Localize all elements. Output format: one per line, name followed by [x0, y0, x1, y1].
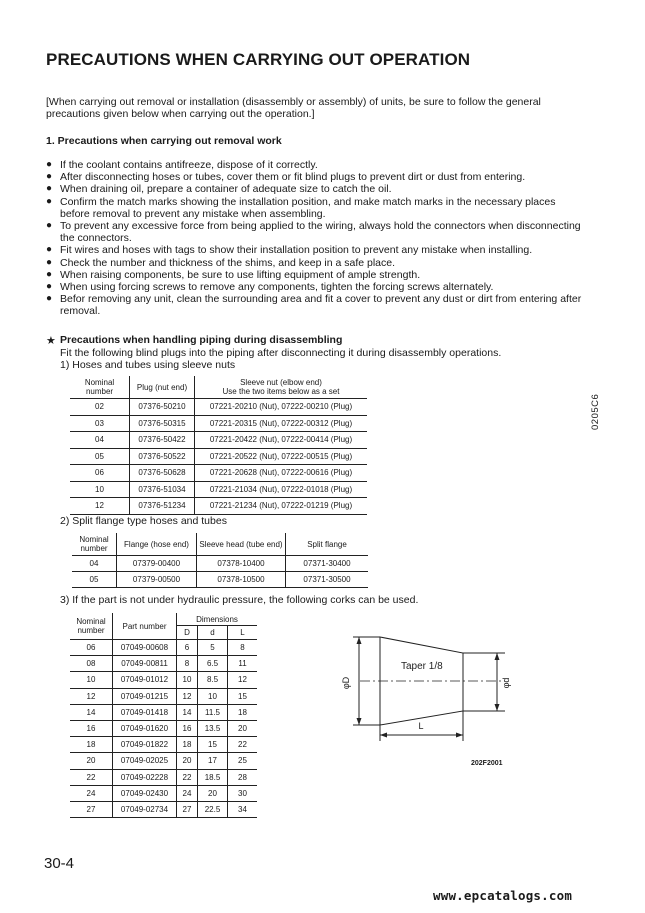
- page-number: 30-4: [44, 855, 75, 872]
- table-row: 06 07376-50628 07221-20628 (Nut), 07222-00616 (Plug): [70, 465, 367, 482]
- table-row: 03 07376-50315 07221-20315 (Nut), 07222-00312 (Plug): [70, 415, 367, 432]
- header-d: d: [198, 626, 228, 640]
- piping-text: Fit the following blind plugs into the piping after disconnecting it during disassembly operations.: [60, 347, 502, 359]
- bullet-icon: ●: [46, 256, 53, 268]
- table-row: 18 07049-01822 18 15 22: [70, 737, 257, 753]
- subsection-corks: 3) If the part is not under hydraulic pressure, the following corks can be used.: [60, 594, 419, 606]
- table-row: 10 07049-01012 10 8.5 12: [70, 672, 257, 688]
- bullet-icon: ●: [46, 183, 53, 195]
- table-row: 24 07049-02430 24 20 30: [70, 785, 257, 801]
- list-item: ● To prevent any excessive force from being applied to the wiring, always hold the connectors when disconnecting the connectors.: [46, 220, 581, 245]
- subsection-split-flange: 2) Split flange type hoses and tubes: [60, 515, 227, 527]
- header-sleeve-head: Sleeve head (tube end): [197, 533, 286, 556]
- side-document-code: 0205C6: [590, 393, 601, 430]
- header-sleeve-nut: Sleeve nut (elbow end) Use the two items below as a set: [195, 376, 368, 399]
- list-item: ● After disconnecting hoses or tubes, cover them or fit blind plugs to prevent dirt or dust from entering.: [46, 171, 526, 184]
- piping-heading: Precautions when handling piping during disassembling: [60, 334, 343, 346]
- table-row: 05 07379-00500 07378-10500 07371-30500: [72, 572, 368, 588]
- table-row: 12 07049-01215 12 10 15: [70, 688, 257, 704]
- list-item: ● Befor removing any unit, clean the surrounding area and fit a cover to prevent any dust or dirt from entering after removal.: [46, 293, 582, 318]
- table-header-row: [70, 613, 257, 626]
- table-row: 04 07379-00400 07378-10400 07371-30400: [72, 556, 368, 572]
- header-part-number: Part number: [113, 613, 177, 640]
- header-flange: Flange (hose end): [117, 533, 197, 556]
- table-row: 04 07376-50422 07221-20422 (Nut), 07222-00414 (Plug): [70, 432, 367, 449]
- table-row: 12 07376-51234 07221-21234 (Nut), 07222-01219 (Plug): [70, 498, 367, 515]
- list-item: ● When draining oil, prepare a container of adequate size to catch the oil.: [46, 183, 392, 196]
- header-L: L: [228, 626, 258, 640]
- list-item: ● Fit wires and hoses with tags to show their installation position to prevent any mistake when installing.: [46, 244, 533, 257]
- section-heading-removal: 1. Precautions when carrying out removal work: [46, 135, 282, 147]
- table-header-row: [72, 533, 368, 556]
- header-dimensions: Dimensions: [177, 613, 258, 626]
- phi-d-label: φd: [501, 677, 511, 689]
- intro-text: [When carrying out removal or installation (disassembly or assembly) of units, be sure to follow the general precautions given below when carrying out the operation.]: [46, 96, 541, 120]
- header-nominal-number: Nominal number: [70, 376, 130, 399]
- header-split-flange: Split flange: [286, 533, 369, 556]
- taper-label: Taper 1/8: [401, 661, 443, 672]
- table-row: 14 07049-01418 14 11.5 18: [70, 704, 257, 720]
- header-nominal-number: Nominal number: [70, 613, 113, 640]
- sleeve-nut-plug-table: [70, 376, 367, 515]
- phi-D-label: φD: [341, 676, 351, 690]
- table-row: 08 07049-00811 8 6.5 11: [70, 656, 257, 672]
- page-title: PRECAUTIONS WHEN CARRYING OUT OPERATION: [46, 50, 471, 69]
- watermark-url: www.epcatalogs.com: [433, 888, 573, 903]
- cork-taper-diagram: [335, 625, 525, 750]
- table-header-row: [70, 376, 367, 399]
- table-row: 06 07049-00608 6 5 8: [70, 640, 257, 656]
- bullet-icon: ●: [46, 159, 53, 170]
- table-row: 02 07376-50210 07221-20210 (Nut), 07222-00210 (Plug): [70, 399, 367, 416]
- list-item: ● Confirm the match marks showing the installation position, and make match marks in the necessary places before removal to prevent any mistake when assembling.: [46, 195, 556, 220]
- table-row: 22 07049-02228 22 18.5 28: [70, 769, 257, 785]
- star-icon: ★: [46, 335, 56, 347]
- header-nominal-number: Nominal number: [72, 533, 117, 556]
- header-D: D: [177, 626, 198, 640]
- bullet-icon: ●: [46, 220, 53, 232]
- cork-dimensions-table: [70, 613, 257, 818]
- bullet-icon: ●: [46, 244, 53, 256]
- figure-code: 202F2001: [471, 760, 503, 767]
- bullet-icon: ●: [46, 268, 53, 280]
- removal-precautions-list: [46, 159, 584, 318]
- subsection-sleeve-nuts: 1) Hoses and tubes using sleeve nuts: [60, 359, 236, 371]
- list-item: ● When raising components, be sure to use lifting equipment of ample strength.: [46, 268, 421, 281]
- table-row: 16 07049-01620 16 13.5 20: [70, 720, 257, 736]
- table-row: 05 07376-50522 07221-20522 (Nut), 07222-00515 (Plug): [70, 448, 367, 465]
- table-row: 20 07049-02025 20 17 25: [70, 753, 257, 769]
- split-flange-table: [72, 533, 368, 588]
- L-label: L: [418, 721, 424, 731]
- list-item: ● If the coolant contains antifreeze, dispose of it correctly.: [46, 159, 318, 171]
- header-plug: Plug (nut end): [130, 376, 195, 399]
- bullet-icon: ●: [46, 171, 53, 183]
- table-row: 10 07376-51034 07221-21034 (Nut), 07222-01018 (Plug): [70, 481, 367, 498]
- table-row: 27 07049-02734 27 22.5 34: [70, 801, 257, 817]
- bullet-icon: ●: [46, 281, 53, 293]
- list-item: ● When using forcing screws to remove any components, tighten the forcing screws alternately.: [46, 281, 494, 294]
- bullet-icon: ●: [46, 293, 53, 305]
- bullet-icon: ●: [46, 195, 53, 207]
- list-item: ● Check the number and thickness of the shims, and keep in a safe place.: [46, 256, 396, 269]
